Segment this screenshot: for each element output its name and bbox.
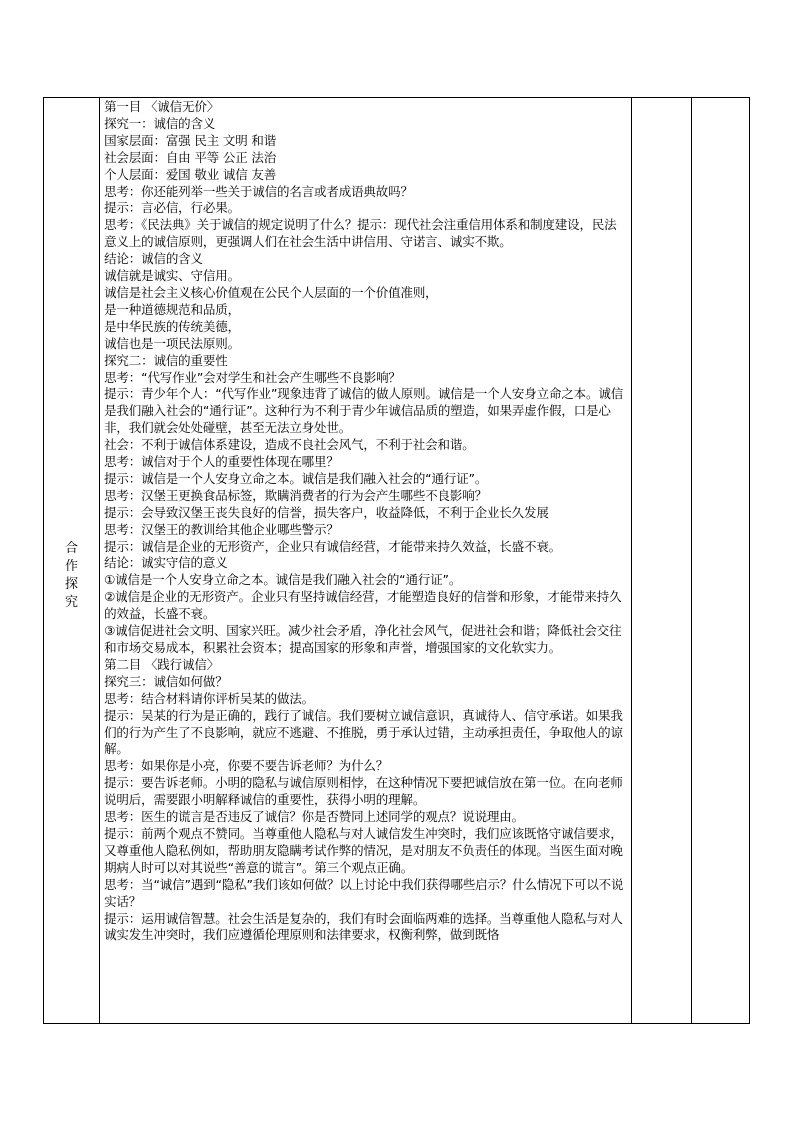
- table-row: [44, 98, 750, 1024]
- content-line: 探究三：诚信如何做？: [104, 673, 228, 689]
- content-line: 结论：诚实守信的意义: [104, 555, 228, 571]
- content-line: 思考：医生的谎言是否违反了诚信？你是否赞同上述同学的观点？说说理由。: [104, 809, 524, 825]
- section-label-cell: [44, 98, 100, 1024]
- content-line: 思考：汉堡王的教训给其他企业哪些警示？: [104, 521, 339, 537]
- content-line: 社会层面：自由 平等 公正 法治: [104, 149, 277, 165]
- content-line: 提示：前两个观点不赞同。当尊重他人隐私与对人诚信发生冲突时，我们应该既恪守诚信要求，又尊重他人隐私例如，帮助朋友隐瞒考试作弊的情况，是对朋友不负责任的体现。当医生面对晚期病人时可以对其说些“善意的谎言”。第三个观点正确。: [104, 825, 623, 875]
- content-line: 思考：如果你是小亮，你要不要告诉老师？为什么？: [104, 758, 389, 774]
- content-line: 提示：诚信是企业的无形资产，企业只有诚信经营，才能带来持久效益，长盛不衰。: [104, 538, 562, 554]
- content-line: 提示：言必信，行必果。: [104, 200, 240, 216]
- content-line: 思考：当“诚信”遇到“隐私”我们该如何做？以上讨论中我们获得哪些启示？什么情况下可以不说实话？: [104, 876, 624, 909]
- content-line: 思考：诚信对于个人的重要性体现在哪里？: [104, 454, 339, 470]
- content-line: ②诚信是企业的无形资产。企业只有坚持诚信经营，才能塑造良好的信誉和形象，才能带来持久的效益，长盛不衰。: [104, 589, 622, 622]
- content-line: 思考：你还能列举一些关于诚信的名言或者成语典故吗？: [104, 183, 413, 199]
- content-line: 社会：不利于诚信体系建设，造成不良社会风气，不利于社会和谐。: [104, 437, 475, 453]
- content-line: 思考：结合材料请你评析吴某的做法。: [104, 690, 315, 706]
- content-line: 提示：青少年个人：“代写作业”现象违背了诚信的做人原则。诚信是一个人安身立命之本。诚信是我们融入社会的“通行证”。这种行为不利于青少年诚信品质的塑造，如果弄虚作假，口是心非，我们就会处处碰壁，甚至无法立身处世。: [104, 386, 624, 436]
- content-line: 诚信是社会主义核心价值观在公民个人层面的一个价值准则，: [104, 284, 438, 300]
- content-line: 提示：会导致汉堡王丧失良好的信誉，损失客户，收益降低，不利于企业长久发展: [104, 504, 549, 520]
- content-line: 提示：诚信是一个人安身立命之本。诚信是我们融入社会的“通行证”。: [104, 470, 488, 486]
- content-line: 是一种道德规范和品质，: [104, 301, 240, 317]
- content-line: 国家层面：富强 民主 文明 和谐: [104, 132, 277, 148]
- content-line: 第一目 〈诚信无价〉: [104, 99, 220, 114]
- content-line: 提示：吴某的行为是正确的，践行了诚信。我们要树立诚信意识，真诚待人、信守承诺。如果我们的行为产生了不良影响，就应不逃避、不推脱，勇于承认过错，主动承担责任，争取他人的谅解。: [104, 707, 623, 757]
- content-line: 思考：汉堡王更换食品标签，欺瞒消费者的行为会产生哪些不良影响？: [104, 487, 487, 503]
- content-line: 个人层面：爱国 敬业 诚信 友善: [104, 166, 277, 182]
- content-line: 第二目 〈践行诚信〉: [104, 656, 220, 672]
- content-line: ①诚信是一个人安身立命之本。诚信是我们融入社会的“通行证”。: [104, 572, 462, 588]
- section-label: 合作探究: [65, 540, 79, 610]
- content-line: 提示：运用诚信智慧。社会生活是复杂的，我们有时会面临两难的选择。当尊重他人隐私与对人诚实发生冲突时，我们应遵循伦理原则和法律要求，权衡利弊，做到既恪: [104, 910, 623, 943]
- empty-cell-teacher: [631, 98, 691, 1024]
- content-line: 提示：要告诉老师。小明的隐私与诚信原则相悖，在这种情况下要把诚信放在第一位。在向老师说明后，需要跟小明解释诚信的重要性，获得小明的理解。: [104, 775, 623, 808]
- content-line: 思考：“代写作业”会对学生和社会产生哪些不良影响？: [104, 369, 401, 385]
- content-line: 探究二：诚信的重要性: [104, 352, 228, 368]
- lesson-content: [100, 98, 631, 944]
- content-line: ③诚信促进社会文明、国家兴旺。减少社会矛盾，净化社会风气，促进社会和谐；降低社会交往和市场交易成本，积累社会资本；提高国家的形象和声誉，增强国家的文化软实力。: [104, 623, 622, 655]
- content-line: 探究一：诚信的含义: [104, 115, 216, 131]
- content-line: 诚信就是诚实、守信用。: [104, 268, 240, 284]
- content-line: 思考：《民法典》关于诚信的规定说明了什么？提示：现代社会注重信用体系和制度建设，民法意义上的诚信原则，更强调人们在社会生活中讲信用、守诺言、诚实不欺。: [104, 217, 617, 250]
- empty-cell-student: [691, 98, 749, 1024]
- content-cell: [100, 98, 632, 1024]
- content-line: 是中华民族的传统美德，: [104, 318, 240, 334]
- content-line: 诚信也是一项民法原则。: [104, 335, 240, 351]
- content-line: 结论：诚信的含义: [104, 251, 203, 267]
- lesson-table: [43, 97, 750, 1024]
